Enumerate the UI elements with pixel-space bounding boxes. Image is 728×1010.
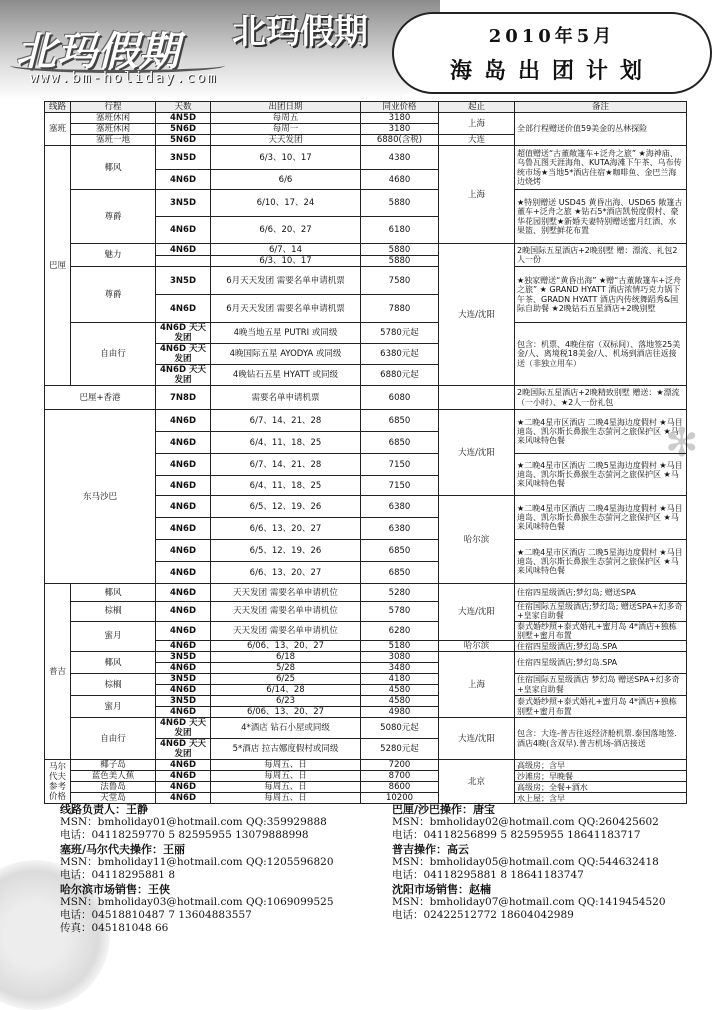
cell-days: 4N6D bbox=[156, 663, 211, 674]
cell-dates: 6/4、11、18、25 bbox=[211, 432, 361, 454]
cell-note: 全部行程赠送价值59美金的丛林探险 bbox=[515, 113, 687, 146]
cell-price: 6850 bbox=[361, 562, 439, 584]
cell-dates: 4*酒店 钻石小屋或同级 bbox=[211, 718, 361, 739]
cell-note: 住宿四星级酒店;梦幻岛; 赠送SPA bbox=[515, 584, 687, 602]
cell-route: 巴厘+香港 bbox=[45, 386, 156, 410]
cell-days: 4N6D bbox=[156, 793, 211, 804]
cell-route: 马尔代夫参考价格 bbox=[45, 760, 71, 804]
cell-days: 5N6D bbox=[156, 124, 211, 135]
cell-days: 4N6D bbox=[156, 562, 211, 584]
table-row bbox=[45, 771, 687, 782]
cell-note: ★二晚4星市区酒店 二晚5星海边度假村 ★马目迪岛、凯尔斯长鼻猴生态萤河之旅保护区 ★马来风味特色餐 bbox=[515, 540, 687, 584]
cell-price: 5880 bbox=[361, 190, 439, 217]
cell-price: 3480 bbox=[361, 663, 439, 674]
website-url[interactable]: www.bm-holiday.com bbox=[30, 70, 218, 86]
contact-phone: 电话：04118259770 5 82595955 13079888998 bbox=[60, 829, 309, 841]
cell-from: 大连/沈阳 bbox=[439, 718, 515, 760]
title-month: 2010年5月 bbox=[488, 26, 616, 47]
col-header: 同业价格 bbox=[361, 102, 439, 113]
cell-itin: 塞班休闲 bbox=[71, 124, 156, 135]
cell-itin: 天堂岛 bbox=[71, 793, 156, 804]
contact-msn: MSN：bmholiday05@hotmail.com QQ:544632418 bbox=[392, 856, 659, 868]
table-row bbox=[45, 652, 687, 663]
cell-price: 4180 bbox=[361, 674, 439, 685]
cell-days: 4N6D bbox=[156, 685, 211, 696]
cell-price: 6880元起 bbox=[361, 365, 439, 386]
cell-days: 4N6D bbox=[156, 584, 211, 602]
table-row bbox=[45, 782, 687, 793]
cell-route: 普吉 bbox=[45, 584, 71, 760]
table-row bbox=[45, 696, 687, 707]
cell-from bbox=[439, 386, 515, 410]
cell-price: 4980 bbox=[361, 707, 439, 718]
cell-days: 3N5D bbox=[156, 267, 211, 295]
cell-dates: 天天发团 需要名单申请机位 bbox=[211, 602, 361, 622]
cell-price: 5080元起 bbox=[361, 718, 439, 739]
table-row bbox=[45, 323, 687, 344]
cell-price: 5880 bbox=[361, 256, 439, 267]
cell-from: 哈尔滨 bbox=[439, 496, 515, 584]
table-row bbox=[45, 584, 687, 602]
cell-days: 3N5D bbox=[156, 190, 211, 217]
cell-dates: 每周五、日 bbox=[211, 793, 361, 804]
cell-price: 4680 bbox=[361, 170, 439, 190]
cell-itin: 塞班休闲 bbox=[71, 113, 156, 124]
cell-price: 4580 bbox=[361, 696, 439, 707]
cell-note: 沙滩房；早晚餐 bbox=[515, 771, 687, 782]
title-box bbox=[392, 12, 712, 94]
cell-dates: 6/06、13、20、27 bbox=[211, 641, 361, 652]
table-row bbox=[45, 146, 687, 170]
cell-from: 大连/沈阳 bbox=[439, 410, 515, 496]
cell-days: 3N5D bbox=[156, 652, 211, 663]
cell-dates: 5/28 bbox=[211, 663, 361, 674]
cell-dates: 每周一 bbox=[211, 124, 361, 135]
cell-days: 4N6D bbox=[156, 641, 211, 652]
cell-days: 4N6D bbox=[156, 244, 211, 256]
cell-price: 8700 bbox=[361, 771, 439, 782]
cell-route: 巴厘 bbox=[45, 146, 71, 386]
cell-dates: 6/5、12、19、26 bbox=[211, 496, 361, 518]
cell-from: 上海 bbox=[439, 113, 515, 135]
cell-dates: 4晚国际五星 AYODYA 或同级 bbox=[211, 344, 361, 365]
cell-dates: 6/10、17、24 bbox=[211, 190, 361, 217]
cell-days: 4N6D 天天发团 bbox=[156, 344, 211, 365]
cell-itin: 尊爵 bbox=[71, 267, 156, 323]
cell-days: 4N6D bbox=[156, 432, 211, 454]
table-row bbox=[45, 386, 687, 410]
cell-note: 高级房；含早 bbox=[515, 760, 687, 771]
cell-price: 7150 bbox=[361, 454, 439, 476]
cell-price: 6180 bbox=[361, 217, 439, 244]
cell-price: 10200 bbox=[361, 793, 439, 804]
cell-days: 3N5D bbox=[156, 696, 211, 707]
col-header: 出团日期 bbox=[211, 102, 361, 113]
cell-note: ★二晚4星市区酒店 二晚4星海边度假村 ★马目迪岛、凯尔斯长鼻猴生态萤河之旅保护区 ★马来风味特色餐 bbox=[515, 496, 687, 540]
col-header: 天数 bbox=[156, 102, 211, 113]
contact-head: 哈尔滨市场销售：王侠 bbox=[60, 883, 170, 896]
cell-note: 住宿国际五星级酒店;梦幻岛; 赠送SPA+幻多奇+皇家自助餐 bbox=[515, 602, 687, 622]
cell-days: 4N6D bbox=[156, 760, 211, 771]
cell-days: 4N5D bbox=[156, 113, 211, 124]
contact-head: 线路负责人：王静 bbox=[60, 803, 148, 816]
cell-note: 高级房；全餐+酒水 bbox=[515, 782, 687, 793]
cell-days: 4N6D bbox=[156, 540, 211, 562]
contact-msn: MSN：bmholiday03@hotmail.com QQ:1069099525 bbox=[60, 896, 334, 908]
cell-dates: 6/7、14、21、28 bbox=[211, 410, 361, 432]
contact-block bbox=[392, 803, 659, 842]
cell-dates: 6/6、13、20、27 bbox=[211, 518, 361, 540]
table-row bbox=[45, 410, 687, 432]
col-header: 备注 bbox=[515, 102, 687, 113]
cell-dates: 5*酒店 拉古娜度假村或同级 bbox=[211, 739, 361, 760]
cell-note: ★特别赠送 USD45 黄昏出海、USD65 敞篷古董车+泛舟之旅 ★钻石5*酒店凯悦度假村、豪华花园别墅★新婚夫妻特别赠送蜜月红酒、水果篮、别墅鲜花布置 bbox=[515, 190, 687, 244]
contact-block bbox=[60, 843, 334, 882]
cell-days: 4N6D 天天发团 bbox=[156, 718, 211, 739]
cell-dates: 6/6 bbox=[211, 170, 361, 190]
logo-text-secondary: 北玛假期 bbox=[232, 12, 368, 52]
cell-price: 6850 bbox=[361, 432, 439, 454]
cell-dates: 6/6、13、20、27 bbox=[211, 562, 361, 584]
cell-price: 6380 bbox=[361, 518, 439, 540]
cell-price: 7150 bbox=[361, 476, 439, 496]
table-row bbox=[45, 674, 687, 685]
contact-head: 巴厘/沙巴操作：唐宝 bbox=[392, 803, 496, 816]
cell-itin: 蓝色美人蕉 bbox=[71, 771, 156, 782]
cell-days: 4N6D bbox=[156, 496, 211, 518]
cell-days: 3N5D bbox=[156, 146, 211, 170]
cell-route: 塞班 bbox=[45, 113, 71, 146]
table-row bbox=[45, 113, 687, 124]
cell-dates: 6/06、13、20、27 bbox=[211, 707, 361, 718]
cell-itin: 椰子岛 bbox=[71, 760, 156, 771]
cell-days: 4N6D bbox=[156, 771, 211, 782]
cell-note: 超值赠送“古董敞篷车+泛舟之旅” ★海神庙、乌鲁瓦图天涯海角、KUTA海滩下午茶、乌布传统市场★当地5*酒店住宿★咖啡鱼、金巴兰海边烧烤 bbox=[515, 146, 687, 190]
table-row bbox=[45, 244, 687, 256]
cell-dates: 6月天天发团 需要名单申请机票 bbox=[211, 295, 361, 323]
cell-from: 哈尔滨 bbox=[439, 641, 515, 652]
contact-block bbox=[392, 843, 659, 882]
cell-price: 6280 bbox=[361, 621, 439, 641]
cell-days: 3N5D bbox=[156, 674, 211, 685]
schedule-table-wrap bbox=[44, 101, 686, 804]
cell-dates: 6/25 bbox=[211, 674, 361, 685]
cell-days: 7N8D bbox=[156, 386, 211, 410]
cell-dates: 6/23 bbox=[211, 696, 361, 707]
cell-dates: 6/7、14 bbox=[211, 244, 361, 256]
header bbox=[0, 0, 728, 100]
cell-dates: 天天发团 需要名单申请机位 bbox=[211, 621, 361, 641]
cell-note: 包含：大连-普吉往返经济舱机票.泰国落地签.酒店4晚(含双早).普吉机场-酒店接送 bbox=[515, 718, 687, 760]
contact-phone: 电话：04118256899 5 82595955 18641183717 bbox=[392, 829, 641, 841]
cell-price: 6080 bbox=[361, 386, 439, 410]
cell-price: 7200 bbox=[361, 760, 439, 771]
cell-days: 4N6D bbox=[156, 602, 211, 622]
logo-text: 北玛假期 bbox=[16, 28, 180, 75]
table-row bbox=[45, 621, 687, 641]
contact-msn: MSN：bmholiday01@hotmail.com QQ:359929888 bbox=[60, 816, 327, 828]
table-row bbox=[45, 718, 687, 739]
cell-price: 6880(含税) bbox=[361, 135, 439, 146]
cell-price: 7580 bbox=[361, 267, 439, 295]
cell-days: 4N6D bbox=[156, 621, 211, 641]
schedule-table bbox=[44, 101, 687, 804]
cell-price: 6380 bbox=[361, 496, 439, 518]
cell-days: 4N6D bbox=[156, 454, 211, 476]
cell-note: ★二晚4星市区酒店 二晚4星海边度假村 ★马目迪岛、凯尔斯长鼻猴生态萤河之旅保护区 ★马来风味特色餐 bbox=[515, 410, 687, 454]
cell-price: 5780 bbox=[361, 602, 439, 622]
cell-days: 4N6D 天天发团 bbox=[156, 739, 211, 760]
cell-dates: 每周五 bbox=[211, 113, 361, 124]
col-header: 起止 bbox=[439, 102, 515, 113]
contact-phone: 电话：04118295881 8 bbox=[60, 869, 176, 881]
cell-days: 5N6D bbox=[156, 135, 211, 146]
cell-dates: 6/7、14、21、28 bbox=[211, 454, 361, 476]
cell-dates: 6/4、11、18、25 bbox=[211, 476, 361, 496]
cell-from: 上海 bbox=[439, 146, 515, 244]
cell-price: 5280 bbox=[361, 584, 439, 602]
cell-price: 6380元起 bbox=[361, 344, 439, 365]
cell-days: 4N6D bbox=[156, 782, 211, 793]
cell-price: 6850 bbox=[361, 540, 439, 562]
cell-dates: 天天发团 bbox=[211, 135, 361, 146]
cell-from: 上海 bbox=[439, 652, 515, 718]
cell-days: 4N6D bbox=[156, 707, 211, 718]
cell-itin: 塞班一地 bbox=[71, 135, 156, 146]
contact-msn: MSN：bmholiday11@hotmail.com QQ:1205596820 bbox=[60, 856, 334, 868]
contact-phone: 电话：04518810487 7 13604883557 bbox=[60, 909, 252, 921]
cell-price: 3080 bbox=[361, 652, 439, 663]
cell-dates: 4晚钻石五星 HYATT 或同级 bbox=[211, 365, 361, 386]
cell-itin: 椰风 bbox=[71, 584, 156, 602]
cell-itin: 棕榈 bbox=[71, 602, 156, 622]
cell-itin: 蜜月 bbox=[71, 621, 156, 652]
cell-from: 大连/沈阳 bbox=[439, 584, 515, 641]
cell-note: ★独家赠送“黄昏出海” ★赠“古董敞篷车+泛舟之旅” ★ GRAND HYATT 酒店浓情巧克力锅下午茶、GRADN HYATT 酒店内传统舞蹈秀&国际自助餐 ★2晚钻石五星酒店+2晚别墅 bbox=[515, 267, 687, 323]
cell-itin: 椰风 bbox=[71, 146, 156, 190]
cell-note: 泰式婚纱照+泰式婚礼+蜜月岛 4*酒店+独栋别墅+蜜月布置 bbox=[515, 621, 687, 641]
cell-from: 大连/沈阳 bbox=[439, 244, 515, 386]
cell-price: 5880 bbox=[361, 244, 439, 256]
col-header: 线路 bbox=[45, 102, 71, 113]
cell-route: 东马沙巴 bbox=[45, 410, 156, 584]
cell-price: 5780元起 bbox=[361, 323, 439, 344]
cell-note: 住宿国际五星级酒店 梦幻岛 赠送SPA+幻多奇+皇家自助餐 bbox=[515, 674, 687, 696]
cell-from: 北京 bbox=[439, 760, 515, 804]
cell-note: 住宿四星级酒店;梦幻岛.SPA bbox=[515, 641, 687, 652]
table-row bbox=[45, 267, 687, 295]
cell-days: 4N6D bbox=[156, 295, 211, 323]
contact-phone: 电话：04118295881 8 18641183747 bbox=[392, 869, 584, 881]
cell-itin: 蜜月 bbox=[71, 696, 156, 718]
contact-msn: MSN：bmholiday02@hotmail.com QQ:260425602 bbox=[392, 816, 659, 828]
cell-dates: 每周五、日 bbox=[211, 782, 361, 793]
cell-dates: 需要名单申请机票 bbox=[211, 386, 361, 410]
flower-icon: ✻ bbox=[665, 420, 699, 466]
table-row bbox=[45, 602, 687, 622]
cell-itin: 法鲁岛 bbox=[71, 782, 156, 793]
cell-price: 4380 bbox=[361, 146, 439, 170]
table-row bbox=[45, 760, 687, 771]
page-title: 海岛出团计划 bbox=[449, 58, 654, 84]
cell-price: 5280元起 bbox=[361, 739, 439, 760]
contact-fax: 传真：045181048 66 bbox=[60, 922, 169, 934]
cell-days: 4N6D 天天发团 bbox=[156, 323, 211, 344]
contact-phone: 电话：02422512772 18604042989 bbox=[392, 909, 574, 921]
cell-dates: 6/18 bbox=[211, 652, 361, 663]
cell-itin: 棕榈 bbox=[71, 674, 156, 696]
contact-block bbox=[60, 883, 334, 935]
cell-dates: 6/6、20、27 bbox=[211, 217, 361, 244]
cell-note: 水上屋；含早 bbox=[515, 793, 687, 804]
table-header-row bbox=[45, 102, 687, 113]
cell-note: 包含：机票、4晚住宿（双标间）、落地签25美金/人、离境税18美金/人、机场到酒店往返接送（非独立用车） bbox=[515, 323, 687, 386]
cell-price: 7880 bbox=[361, 295, 439, 323]
cell-from: 大连 bbox=[439, 135, 515, 146]
cell-dates: 6/3、10、17 bbox=[211, 146, 361, 170]
cell-itin: 自由行 bbox=[71, 323, 156, 386]
cell-dates: 每周五、日 bbox=[211, 760, 361, 771]
cell-days: 4N6D 天天发团 bbox=[156, 365, 211, 386]
cell-price: 3180 bbox=[361, 113, 439, 124]
cell-days: 4N6D bbox=[156, 217, 211, 244]
cell-dates: 天天发团 需要名单申请机位 bbox=[211, 584, 361, 602]
cell-days: 4N6D bbox=[156, 476, 211, 496]
cell-note: 泰式婚纱照+泰式婚礼+蜜月岛 4*酒店+独栋别墅+蜜月布置 bbox=[515, 696, 687, 718]
cell-dates: 6/14、28 bbox=[211, 685, 361, 696]
cell-dates: 每周五、日 bbox=[211, 771, 361, 782]
cell-days: 4N6D bbox=[156, 518, 211, 540]
cell-price: 3180 bbox=[361, 124, 439, 135]
contact-head: 沈阳市场销售：赵楠 bbox=[392, 883, 491, 896]
contact-msn: MSN：bmholiday07@hotmail.com QQ:1419454520 bbox=[392, 896, 666, 908]
cell-itin: 自由行 bbox=[71, 718, 156, 760]
cell-days bbox=[156, 256, 211, 267]
cell-dates: 6/3、10、17 bbox=[211, 256, 361, 267]
cell-itin: 尊爵 bbox=[71, 190, 156, 244]
cell-note: ★二晚4星市区酒店 二晚5星海边度假村 ★马目迪岛、凯尔斯长鼻猴生态萤河之旅保护区 ★马来风味特色餐 bbox=[515, 454, 687, 496]
col-header: 行程 bbox=[71, 102, 156, 113]
cell-note: 住宿四星级酒店;梦幻岛.SPA bbox=[515, 652, 687, 674]
cell-price: 4580 bbox=[361, 685, 439, 696]
cell-price: 8600 bbox=[361, 782, 439, 793]
table-row bbox=[45, 190, 687, 217]
cell-days: 4N6D bbox=[156, 410, 211, 432]
contact-block bbox=[60, 803, 327, 842]
cell-dates: 6月天天发团 需要名单申请机票 bbox=[211, 267, 361, 295]
cell-price: 6850 bbox=[361, 410, 439, 432]
contact-head: 普吉操作：高云 bbox=[392, 843, 469, 856]
cell-dates: 4晚当地五星 PUTRI 或同级 bbox=[211, 323, 361, 344]
cell-itin: 魅力 bbox=[71, 244, 156, 267]
cell-dates: 6/5、12、19、26 bbox=[211, 540, 361, 562]
cell-note: 2晚国际五星酒店+2晚别墅 赠：漂流、礼包2人一份 bbox=[515, 244, 687, 267]
cell-price: 5180 bbox=[361, 641, 439, 652]
cell-days: 4N6D bbox=[156, 170, 211, 190]
cell-note: 2晚国际五星酒店+2晚精致别墅 赠送：★漂流（一小时）、★2人一份礼包 bbox=[515, 386, 687, 410]
contact-head: 塞班/马尔代夫操作：王丽 bbox=[60, 843, 186, 856]
contact-block bbox=[392, 883, 666, 922]
cell-itin: 椰风 bbox=[71, 652, 156, 674]
